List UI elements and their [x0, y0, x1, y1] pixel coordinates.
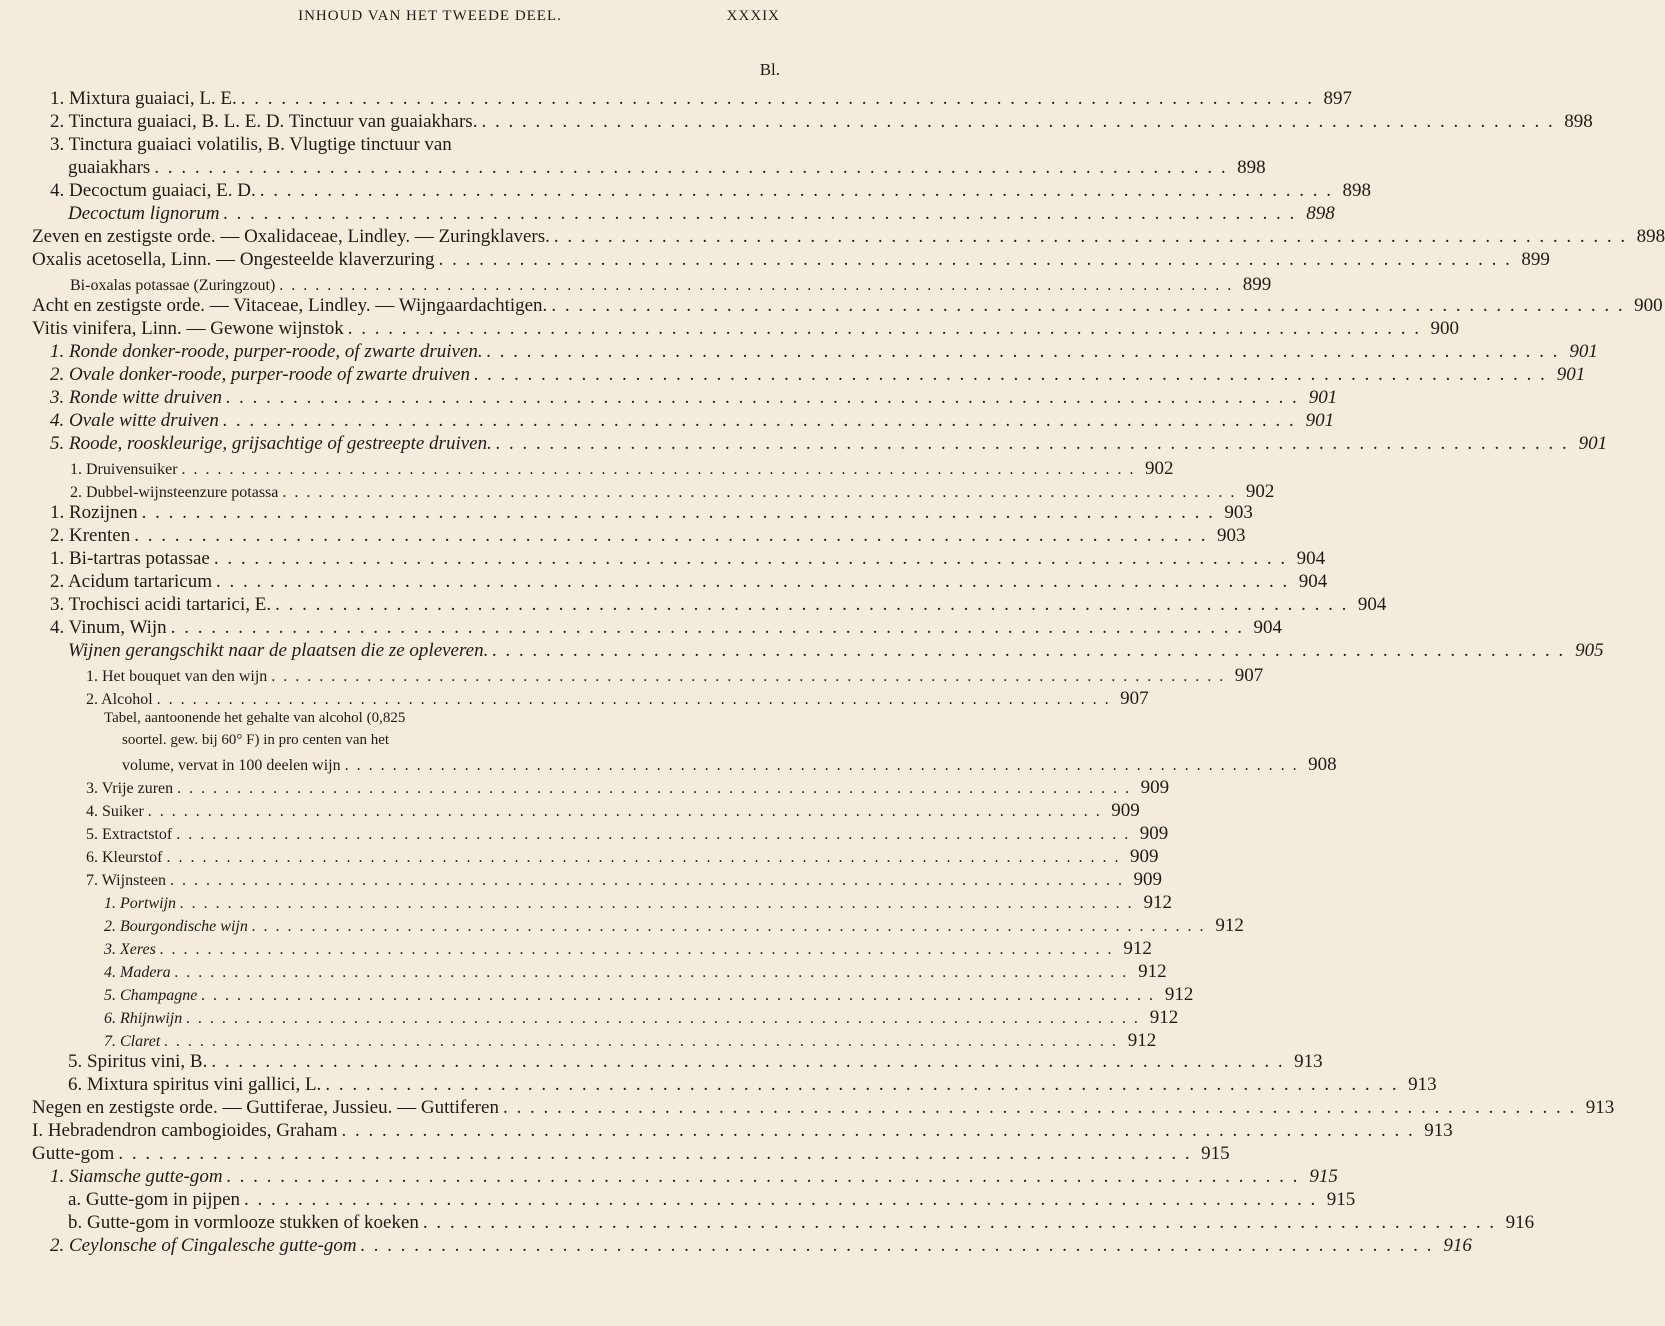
toc-entry: 2. Bourgondische wijn . . . 912 — [104, 915, 780, 937]
toc-entry: 4. Suiker . . . 909 — [86, 800, 780, 822]
toc-entry: guaiakhars . . . 898 — [68, 157, 780, 179]
toc-entry: 4. Vinum, Wijn . . . 904 — [50, 617, 780, 639]
toc-entry: 3. Vrije zuren . . . 909 — [86, 777, 780, 799]
toc-entry: 1. Ronde donker-roode, purper-roode, of zwarte druiven. . . . 901 — [50, 341, 780, 363]
toc-entry: 5. Spiritus vini, B. . . . 913 — [68, 1051, 780, 1073]
toc-entry: 4. Madera . . . 912 — [104, 961, 780, 983]
toc-entry: Acht en zestigste orde. — Vitaceae, Lindley. — Wijngaardachtigen. . . . 900 — [32, 295, 780, 317]
toc-entry: Gutte-gom . . . 915 — [32, 1143, 780, 1165]
toc-entry: 5. Extractstof . . . 909 — [86, 823, 780, 845]
toc-entry: 4. Ovale witte druiven . . . 901 — [50, 410, 780, 432]
toc-entry: 2. Acidum tartaricum . . . 904 — [50, 571, 780, 593]
header-title: INHOUD VAN HET TWEEDE DEEL. — [298, 8, 562, 24]
toc-entry: 7. Wijnsteen . . . 909 — [86, 869, 780, 891]
toc-entry: Oxalis acetosella, Linn. — Ongesteelde klaverzuring . . . 899 — [32, 249, 780, 271]
toc-entry: 1. Siamsche gutte-gom . . . 915 — [50, 1166, 780, 1188]
toc-entry: 2. Alcohol . . . 907 — [86, 688, 780, 710]
toc-entry: Wijnen gerangschikt naar de plaatsen die ze opleveren. . . . 905 — [68, 640, 780, 662]
toc-entry: a. Gutte-gom in pijpen . . . 915 — [68, 1189, 780, 1211]
toc-entry: 6. Rhijnwijn . . . 912 — [104, 1007, 780, 1029]
toc-entry: 2. Tinctura guaiaci, B. L. E. D. Tinctuur van guaiakhars. . . . 898 — [50, 111, 780, 133]
toc-entry: 1. Mixtura guaiaci, L. E. . . . 897 — [50, 88, 780, 110]
toc-entry: 5. Roode, rooskleurige, grijsachtige of gestreepte druiven. . . . 901 — [50, 433, 780, 455]
toc-entry: 2. Ovale donker-roode, purper-roode of zwarte druiven . . . 901 — [50, 364, 780, 386]
toc-entry: b. Gutte-gom in vormlooze stukken of koeken . . . 916 — [68, 1212, 780, 1234]
toc-entry-text: 3. Tinctura guaiaci volatilis, B. Vlugtige tinctuur van — [50, 134, 452, 155]
page-column-heading: Bl. — [759, 60, 780, 79]
toc-entry: 1. Het bouquet van den wijn . . . 907 — [86, 665, 780, 687]
header-page-number: XXXIX — [726, 8, 780, 24]
toc-entry: volume, vervat in 100 deelen wijn . . . 908 — [122, 754, 780, 776]
toc-entry: 7. Claret . . . 912 — [104, 1030, 780, 1052]
toc-entry: 2. Ceylonsche of Cingalesche gutte-gom . . . 916 — [50, 1235, 780, 1257]
toc-entry: 1. Bi-tartras potassae . . . 904 — [50, 548, 780, 570]
toc-entry: 1. Portwijn . . . 912 — [104, 892, 780, 914]
toc-entry: 6. Mixtura spiritus vini gallici, L. . . . 913 — [68, 1074, 780, 1096]
toc-entry: Negen en zestigste orde. — Guttiferae, Jussieu. — Guttiferen . . . 913 — [32, 1097, 780, 1119]
toc-entry: 2. Dubbel-wijnsteenzure potassa . . . 902 — [70, 481, 780, 503]
toc-entry: 3. Ronde witte druiven . . . 901 — [50, 387, 780, 409]
toc-entry-text: Tabel, aantoonende het gehalte van alcohol (0,825 — [104, 710, 406, 726]
toc-entry: 4. Decoctum guaiaci, E. D. . . . 898 — [50, 180, 780, 202]
toc-entry: 5. Champagne . . . 912 — [104, 984, 780, 1006]
toc-entry: Vitis vinifera, Linn. — Gewone wijnstok . . . 900 — [32, 318, 780, 340]
toc-entry: 1. Rozijnen . . . 903 — [50, 502, 780, 524]
toc-entry: 3. Xeres . . . 912 — [104, 938, 780, 960]
toc-entry: Bi-oxalas potassae (Zuringzout) . . . 899 — [70, 274, 780, 296]
toc-entry: 1. Druivensuiker . . . 902 — [70, 458, 780, 480]
running-header — [80, 8, 780, 32]
toc-entry: 2. Krenten . . . 903 — [50, 525, 780, 547]
toc-entry: 6. Kleurstof . . . 909 — [86, 846, 780, 868]
toc-entry: 3. Trochisci acidi tartarici, E. . . . 904 — [50, 594, 780, 616]
toc-entry-text: soortel. gew. bij 60° F) in pro centen van het — [122, 732, 390, 748]
toc-entry: Decoctum lignorum . . . 898 — [68, 203, 780, 225]
toc-entry: Zeven en zestigste orde. — Oxalidaceae, Lindley. — Zuringklavers. . . . 898 — [32, 226, 780, 248]
toc-entry: I. Hebradendron cambogioides, Graham . . . 913 — [32, 1120, 780, 1142]
